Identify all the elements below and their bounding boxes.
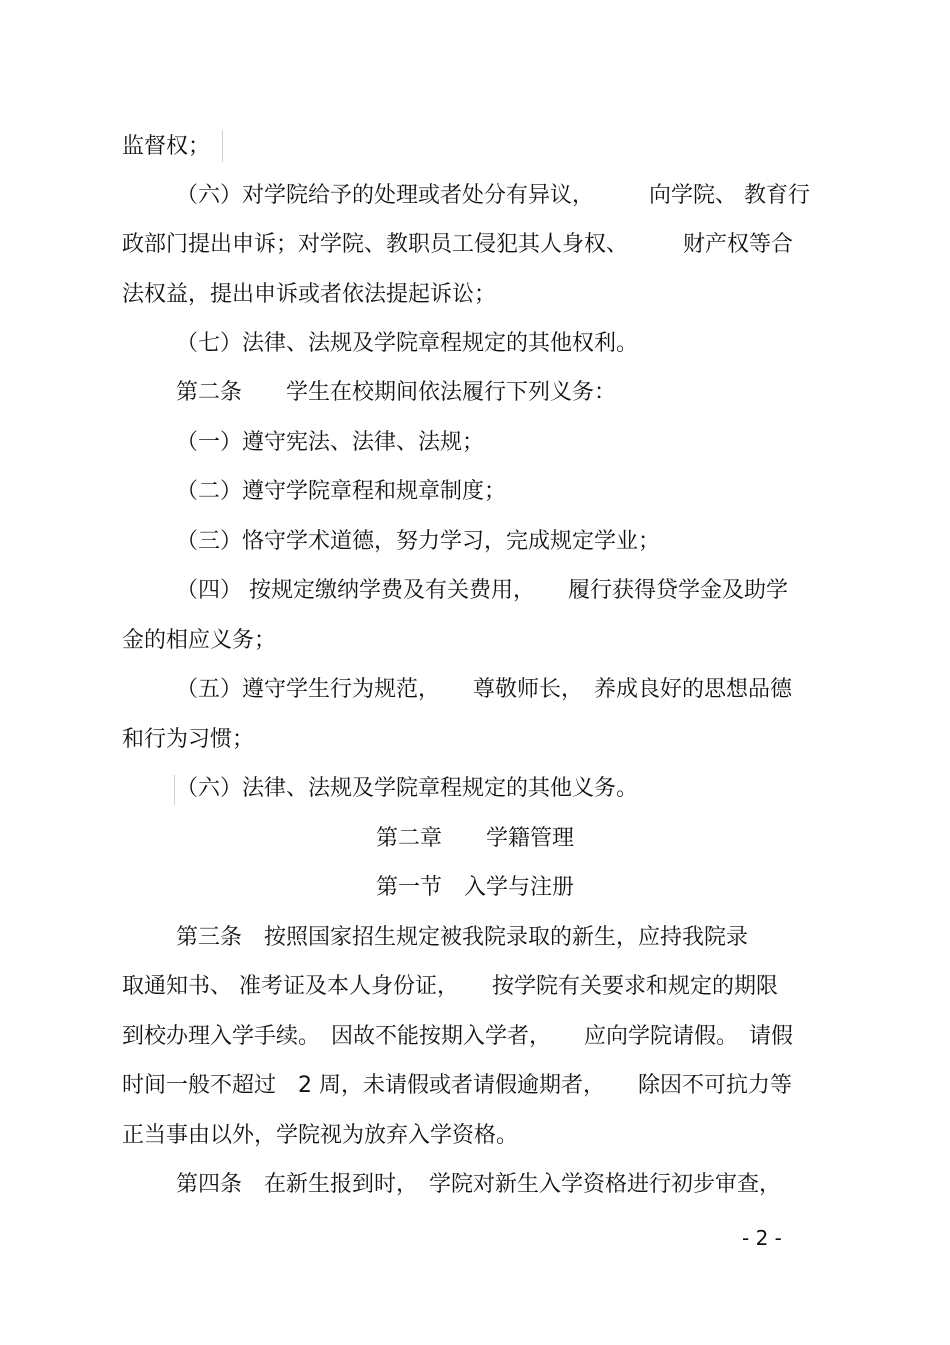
chapter-title: 第二章 学籍管理 — [375, 826, 574, 851]
text-line: 到校办理入学手续。 因故不能按期入学者， 应向学院请假。 请假 — [122, 1024, 794, 1049]
text-line: 取通知书、 准考证及本人身份证， 按学院有关要求和规定的期限 — [122, 974, 778, 999]
text-line: 政部门提出申诉；对学院、教职员工侵犯其人身权、 财产权等合 — [122, 232, 794, 257]
article-heading: 第四条 在新生报到时， 学院对新生入学资格进行初步审查， — [176, 1172, 782, 1197]
text-line: 和行为习惯； — [122, 727, 255, 752]
text-line: 监督权； — [122, 134, 211, 159]
text-line: 时间一般不超过 2 周，未请假或者请假逾期者， 除因不可抗力等 — [122, 1073, 792, 1098]
text-line: （一）遵守宪法、法律、法规； — [176, 430, 485, 455]
text-line: （三）恪守学术道德，努力学习，完成规定学业； — [176, 529, 661, 554]
text-line: （六）对学院给予的处理或者处分有异议， 向学院、 教育行 — [176, 183, 810, 208]
article-heading: 第二条 学生在校期间依法履行下列义务： — [176, 380, 617, 405]
section-title: 第一节 入学与注册 — [375, 875, 574, 900]
text-line: 金的相应义务； — [122, 628, 277, 653]
edge-mark — [222, 130, 223, 162]
text-line: （四） 按规定缴纳学费及有关费用， 履行获得贷学金及助学 — [176, 578, 788, 603]
text-line: 正当事由以外，学院视为放弃入学资格。 — [122, 1123, 519, 1148]
article-heading: 第三条 按照国家招生规定被我院录取的新生，应持我院录 — [176, 925, 749, 950]
text-line: （五）遵守学生行为规范， 尊敬师长， 养成良好的思想品德 — [176, 677, 793, 702]
text-line: （二）遵守学院章程和规章制度； — [176, 479, 507, 504]
text-line: 法权益，提出申诉或者依法提起诉讼； — [122, 282, 497, 307]
edge-mark — [174, 775, 175, 805]
text-line: （六）法律、法规及学院章程规定的其他义务。 — [176, 776, 639, 801]
text-line: （七）法律、法规及学院章程规定的其他权利。 — [176, 331, 639, 356]
page-number: - 2 - — [742, 1226, 782, 1250]
